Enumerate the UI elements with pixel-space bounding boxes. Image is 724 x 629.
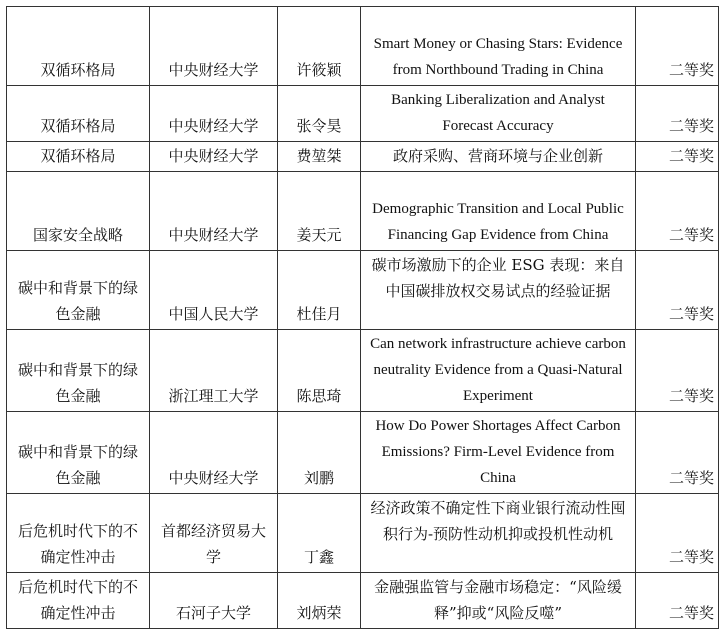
title-cell: 金融强监管与金融市场稳定：“风险缓释”抑或“风险反噬” bbox=[361, 573, 636, 629]
school-cell: 浙江理工大学 bbox=[150, 330, 278, 412]
award-table bbox=[6, 6, 719, 629]
award-cell: 二等奖 bbox=[636, 172, 719, 251]
track-cell: 碳中和背景下的绿色金融 bbox=[7, 251, 150, 330]
author-cell: 张令昊 bbox=[278, 86, 361, 142]
track-cell: 碳中和背景下的绿色金融 bbox=[7, 330, 150, 412]
award-cell: 二等奖 bbox=[636, 412, 719, 494]
author-cell: 陈思琦 bbox=[278, 330, 361, 412]
award-cell: 二等奖 bbox=[636, 86, 719, 142]
award-cell: 二等奖 bbox=[636, 494, 719, 573]
table-row bbox=[7, 494, 719, 573]
title-cell: How Do Power Shortages Affect Carbon Emissions? Firm-Level Evidence from China bbox=[361, 412, 636, 494]
award-cell: 二等奖 bbox=[636, 251, 719, 330]
school-cell: 中央财经大学 bbox=[150, 412, 278, 494]
author-cell: 杜佳月 bbox=[278, 251, 361, 330]
table-row bbox=[7, 412, 719, 494]
author-cell: 刘炳荣 bbox=[278, 573, 361, 629]
title-cell: 政府采购、营商环境与企业创新 bbox=[361, 142, 636, 172]
table-row bbox=[7, 251, 719, 330]
award-cell: 二等奖 bbox=[636, 330, 719, 412]
title-cell: Can network infrastructure achieve carbon neutrality Evidence from a Quasi-Natural Experiment bbox=[361, 330, 636, 412]
title-cell: Smart Money or Chasing Stars: Evidence from Northbound Trading in China bbox=[361, 7, 636, 86]
school-cell: 石河子大学 bbox=[150, 573, 278, 629]
school-cell: 中央财经大学 bbox=[150, 142, 278, 172]
table-row bbox=[7, 142, 719, 172]
table-row bbox=[7, 172, 719, 251]
school-cell: 中国人民大学 bbox=[150, 251, 278, 330]
award-cell: 二等奖 bbox=[636, 7, 719, 86]
track-cell: 双循环格局 bbox=[7, 142, 150, 172]
track-cell: 国家安全战略 bbox=[7, 172, 150, 251]
track-cell: 碳中和背景下的绿色金融 bbox=[7, 412, 150, 494]
author-cell: 费堃桀 bbox=[278, 142, 361, 172]
table-row bbox=[7, 7, 719, 86]
author-cell: 刘鹏 bbox=[278, 412, 361, 494]
school-cell: 中央财经大学 bbox=[150, 172, 278, 251]
title-cell: Demographic Transition and Local Public Financing Gap Evidence from China bbox=[361, 172, 636, 251]
table-row bbox=[7, 573, 719, 629]
title-cell: Banking Liberalization and Analyst Forecast Accuracy bbox=[361, 86, 636, 142]
school-cell: 中央财经大学 bbox=[150, 86, 278, 142]
track-cell: 双循环格局 bbox=[7, 7, 150, 86]
title-cell: 经济政策不确定性下商业银行流动性囤积行为-预防性动机抑或投机性动机 bbox=[361, 494, 636, 573]
award-cell: 二等奖 bbox=[636, 142, 719, 172]
author-cell: 丁鑫 bbox=[278, 494, 361, 573]
track-cell: 后危机时代下的不确定性冲击 bbox=[7, 573, 150, 629]
table-row bbox=[7, 86, 719, 142]
award-cell: 二等奖 bbox=[636, 573, 719, 629]
author-cell: 姜天元 bbox=[278, 172, 361, 251]
track-cell: 双循环格局 bbox=[7, 86, 150, 142]
author-cell: 许筱颖 bbox=[278, 7, 361, 86]
school-cell: 首都经济贸易大学 bbox=[150, 494, 278, 573]
table-row bbox=[7, 330, 719, 412]
school-cell: 中央财经大学 bbox=[150, 7, 278, 86]
title-cell: 碳市场激励下的企业 ESG 表现：来自中国碳排放权交易试点的经验证据 bbox=[361, 251, 636, 330]
track-cell: 后危机时代下的不确定性冲击 bbox=[7, 494, 150, 573]
